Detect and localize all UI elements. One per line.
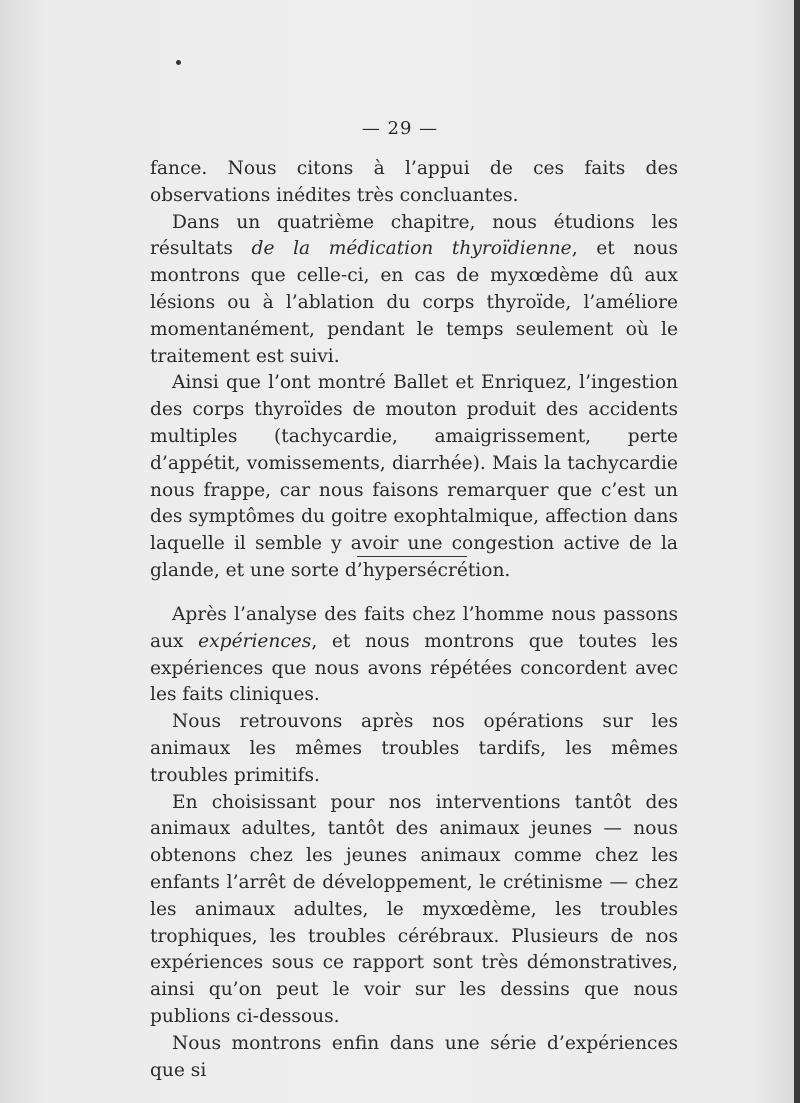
text-section-2	[150, 602, 678, 1084]
section-separator-rule	[357, 556, 467, 557]
scan-edge-shadow	[794, 0, 800, 1103]
paragraph-ballet-enriquez: Ainsi que l’ont montré Ballet et Enriquez, l’ingestion des corps thyroïdes de mouton produit des accidents multiples (tachycardie, amaigrissement, perte d’appétit, vomissements, diarrhée). Mais la tachycardie nous frappe, car nous faisons remarquer que c’est un des symptômes du goitre exophtalmique, affection dans laquelle il semble y avoir une congestion active de la glande, et une sorte d’hypersécrétion.	[150, 372, 678, 581]
paragraph-final: Nous montrons enfin dans une série d’expériences que si	[150, 1032, 678, 1081]
paragraph-experiences-start: Après l’analyse des faits chez l’homme nous passons aux	[150, 604, 678, 652]
paragraph-experiences	[150, 602, 678, 709]
text-section-1	[150, 156, 678, 585]
paragraph-medication	[150, 210, 678, 371]
italic-medication-term: de la médication thyroïdienne	[251, 238, 572, 260]
paragraph-medication-start: Dans un quatrième chapitre, nous étudions les résultats	[150, 211, 678, 260]
paragraph-continuation: fance. Nous citons à l’appui de ces faits des observations inédites très concluantes.	[150, 158, 678, 206]
italic-experiences-term: expériences	[198, 630, 312, 652]
paragraph-troubles: Nous retrouvons après nos opérations sur les animaux les mêmes troubles tardifs, les mêmes troubles primitifs.	[150, 711, 678, 786]
page-number: — 29 —	[361, 118, 439, 139]
ink-speck	[176, 60, 181, 65]
paragraph-experiences-end: , et nous montrons que toutes les expériences que nous avons répétées concordent avec les faits cliniques.	[150, 630, 678, 706]
paragraph-interventions: En choisissant pour nos interventions tantôt des animaux adultes, tantôt des animaux jeunes — nous obtenons chez les jeunes animaux comme chez les enfants l’arrêt de développement, le crétinisme — chez les animaux adultes, le myxœdème, les troubles trophiques, les troubles cérébraux. Plusieurs de nos expériences sous ce rapport sont très démonstratives, ainsi qu’on peut le voir sur les dessins que nous publions ci-dessous.	[150, 791, 678, 1027]
paragraph-medication-end: , et nous montrons que celle-ci, en cas de myxœdème dû aux lésions ou à l’ablation du corps thyroïde, l’améliore momentanément, pendant le temps seulement où le traitement est suivi.	[150, 238, 678, 367]
